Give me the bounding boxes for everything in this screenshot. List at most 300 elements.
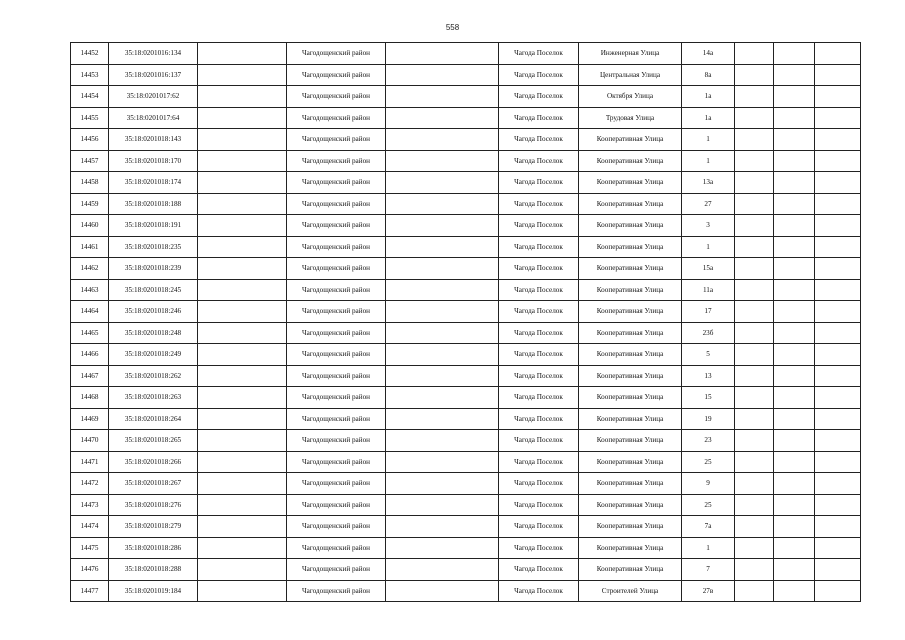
cell-empty — [774, 129, 815, 151]
cell-house-number: 14а — [682, 43, 735, 65]
cell-empty — [815, 580, 861, 602]
cell-empty — [815, 236, 861, 258]
cell-empty — [774, 150, 815, 172]
cell-empty — [735, 64, 774, 86]
cell-street: Кооперативная Улица — [579, 129, 682, 151]
cell-empty — [386, 473, 499, 495]
cell-cadastral-number: 35:18:0201019:184 — [109, 580, 198, 602]
cell-empty — [386, 344, 499, 366]
table-row — [71, 172, 861, 194]
cell-empty — [735, 279, 774, 301]
cell-empty — [198, 580, 287, 602]
cell-empty — [735, 193, 774, 215]
cell-cadastral-number: 35:18:0201018:267 — [109, 473, 198, 495]
cell-cadastral-number: 35:18:0201018:235 — [109, 236, 198, 258]
cell-empty — [386, 537, 499, 559]
cell-empty — [198, 172, 287, 194]
cell-settlement: Чагода Поселок — [499, 107, 579, 129]
cell-empty — [735, 516, 774, 538]
cell-record-number: 14461 — [71, 236, 109, 258]
cell-empty — [198, 236, 287, 258]
cell-house-number: 1 — [682, 129, 735, 151]
cell-empty — [386, 279, 499, 301]
cell-house-number: 9 — [682, 473, 735, 495]
cell-empty — [774, 279, 815, 301]
cell-empty — [735, 473, 774, 495]
cell-empty — [198, 344, 287, 366]
cell-cadastral-number: 35:18:0201018:276 — [109, 494, 198, 516]
cell-district: Чагодощенский район — [287, 279, 386, 301]
cell-house-number: 19 — [682, 408, 735, 430]
cell-empty — [386, 451, 499, 473]
cell-empty — [815, 559, 861, 581]
cell-empty — [386, 301, 499, 323]
cell-cadastral-number: 35:18:0201018:191 — [109, 215, 198, 237]
cell-house-number: 15 — [682, 387, 735, 409]
cell-street: Кооперативная Улица — [579, 494, 682, 516]
cell-empty — [198, 322, 287, 344]
cell-house-number: 13а — [682, 172, 735, 194]
cell-record-number: 14463 — [71, 279, 109, 301]
cell-empty — [735, 150, 774, 172]
cell-record-number: 14456 — [71, 129, 109, 151]
cell-empty — [386, 559, 499, 581]
cell-house-number: 1 — [682, 537, 735, 559]
cell-street: Кооперативная Улица — [579, 301, 682, 323]
cell-record-number: 14465 — [71, 322, 109, 344]
cell-empty — [774, 494, 815, 516]
table-row — [71, 494, 861, 516]
cell-empty — [774, 236, 815, 258]
cell-empty — [198, 86, 287, 108]
cell-record-number: 14472 — [71, 473, 109, 495]
cell-empty — [386, 516, 499, 538]
cell-empty — [774, 537, 815, 559]
cell-settlement: Чагода Поселок — [499, 172, 579, 194]
cell-empty — [735, 451, 774, 473]
cell-settlement: Чагода Поселок — [499, 473, 579, 495]
cell-empty — [198, 365, 287, 387]
cell-district: Чагодощенский район — [287, 494, 386, 516]
cell-cadastral-number: 35:18:0201018:263 — [109, 387, 198, 409]
cell-street: Трудовая Улица — [579, 107, 682, 129]
cell-empty — [735, 430, 774, 452]
cell-empty — [815, 344, 861, 366]
cell-empty — [774, 365, 815, 387]
cell-empty — [774, 64, 815, 86]
cell-empty — [198, 279, 287, 301]
cell-empty — [735, 172, 774, 194]
cell-empty — [735, 365, 774, 387]
cell-district: Чагодощенский район — [287, 473, 386, 495]
cell-record-number: 14452 — [71, 43, 109, 65]
cell-record-number: 14457 — [71, 150, 109, 172]
table-row — [71, 537, 861, 559]
cell-street: Кооперативная Улица — [579, 451, 682, 473]
table-row — [71, 129, 861, 151]
cell-empty — [198, 107, 287, 129]
cell-record-number: 14474 — [71, 516, 109, 538]
cell-empty — [735, 86, 774, 108]
cell-cadastral-number: 35:18:0201018:265 — [109, 430, 198, 452]
cell-street: Кооперативная Улица — [579, 322, 682, 344]
cell-empty — [198, 43, 287, 65]
cell-empty — [198, 64, 287, 86]
cell-empty — [386, 107, 499, 129]
cell-settlement: Чагода Поселок — [499, 150, 579, 172]
cell-district: Чагодощенский район — [287, 129, 386, 151]
table-row — [71, 193, 861, 215]
cell-settlement: Чагода Поселок — [499, 344, 579, 366]
cell-house-number: 23 — [682, 430, 735, 452]
table-row — [71, 408, 861, 430]
cell-empty — [815, 258, 861, 280]
cell-empty — [735, 301, 774, 323]
cell-empty — [386, 580, 499, 602]
cell-empty — [386, 430, 499, 452]
cell-record-number: 14466 — [71, 344, 109, 366]
cell-empty — [735, 408, 774, 430]
cell-empty — [774, 193, 815, 215]
cell-street: Октября Улица — [579, 86, 682, 108]
cell-empty — [386, 172, 499, 194]
cell-empty — [815, 43, 861, 65]
cell-empty — [774, 387, 815, 409]
cell-empty — [386, 322, 499, 344]
cell-street: Кооперативная Улица — [579, 473, 682, 495]
cell-cadastral-number: 35:18:0201018:266 — [109, 451, 198, 473]
cell-settlement: Чагода Поселок — [499, 129, 579, 151]
cell-empty — [198, 215, 287, 237]
cell-empty — [774, 473, 815, 495]
cell-district: Чагодощенский район — [287, 64, 386, 86]
cell-district: Чагодощенский район — [287, 365, 386, 387]
cell-empty — [198, 193, 287, 215]
table-row — [71, 258, 861, 280]
cell-empty — [735, 344, 774, 366]
cell-house-number: 8а — [682, 64, 735, 86]
cell-settlement: Чагода Поселок — [499, 86, 579, 108]
cell-house-number: 7а — [682, 516, 735, 538]
cell-record-number: 14476 — [71, 559, 109, 581]
cell-empty — [198, 430, 287, 452]
cell-street: Кооперативная Улица — [579, 193, 682, 215]
cell-district: Чагодощенский район — [287, 344, 386, 366]
cell-district: Чагодощенский район — [287, 430, 386, 452]
cell-house-number: 25 — [682, 494, 735, 516]
cell-cadastral-number: 35:18:0201018:143 — [109, 129, 198, 151]
cell-district: Чагодощенский район — [287, 258, 386, 280]
cell-district: Чагодощенский район — [287, 150, 386, 172]
cell-house-number: 1а — [682, 107, 735, 129]
cell-empty — [386, 193, 499, 215]
cell-district: Чагодощенский район — [287, 43, 386, 65]
cell-street: Кооперативная Улица — [579, 258, 682, 280]
cell-record-number: 14470 — [71, 430, 109, 452]
cell-street: Кооперативная Улица — [579, 172, 682, 194]
cell-empty — [198, 537, 287, 559]
cell-settlement: Чагода Поселок — [499, 301, 579, 323]
cell-cadastral-number: 35:18:0201018:249 — [109, 344, 198, 366]
cell-district: Чагодощенский район — [287, 215, 386, 237]
cell-street: Кооперативная Улица — [579, 150, 682, 172]
table-row — [71, 301, 861, 323]
cell-settlement: Чагода Поселок — [499, 451, 579, 473]
cell-empty — [815, 473, 861, 495]
cell-settlement: Чагода Поселок — [499, 387, 579, 409]
cell-empty — [774, 107, 815, 129]
table-row — [71, 150, 861, 172]
cell-cadastral-number: 35:18:0201018:174 — [109, 172, 198, 194]
cell-house-number: 11а — [682, 279, 735, 301]
cell-empty — [735, 580, 774, 602]
cell-empty — [815, 86, 861, 108]
cell-street: Кооперативная Улица — [579, 215, 682, 237]
registry-table — [70, 42, 861, 602]
cell-empty — [815, 172, 861, 194]
cell-cadastral-number: 35:18:0201016:137 — [109, 64, 198, 86]
cell-house-number: 27в — [682, 580, 735, 602]
cell-cadastral-number: 35:18:0201018:239 — [109, 258, 198, 280]
cell-district: Чагодощенский район — [287, 537, 386, 559]
cell-street: Кооперативная Улица — [579, 537, 682, 559]
cell-district: Чагодощенский район — [287, 301, 386, 323]
cell-empty — [815, 301, 861, 323]
cell-settlement: Чагода Поселок — [499, 322, 579, 344]
cell-street: Строителей Улица — [579, 580, 682, 602]
table-row — [71, 430, 861, 452]
cell-empty — [815, 516, 861, 538]
cell-empty — [386, 408, 499, 430]
cell-empty — [774, 301, 815, 323]
cell-cadastral-number: 35:18:0201016:134 — [109, 43, 198, 65]
cell-empty — [815, 430, 861, 452]
cell-empty — [386, 129, 499, 151]
cell-cadastral-number: 35:18:0201017:64 — [109, 107, 198, 129]
cell-settlement: Чагода Поселок — [499, 559, 579, 581]
cell-record-number: 14459 — [71, 193, 109, 215]
table-row — [71, 64, 861, 86]
cell-record-number: 14455 — [71, 107, 109, 129]
cell-cadastral-number: 35:18:0201018:264 — [109, 408, 198, 430]
cell-empty — [735, 129, 774, 151]
cell-record-number: 14467 — [71, 365, 109, 387]
cell-empty — [774, 43, 815, 65]
cell-empty — [815, 494, 861, 516]
cell-record-number: 14454 — [71, 86, 109, 108]
cell-empty — [774, 258, 815, 280]
cell-empty — [735, 494, 774, 516]
table-row — [71, 387, 861, 409]
cell-record-number: 14475 — [71, 537, 109, 559]
cell-settlement: Чагода Поселок — [499, 215, 579, 237]
cell-record-number: 14460 — [71, 215, 109, 237]
table-row — [71, 107, 861, 129]
cell-district: Чагодощенский район — [287, 580, 386, 602]
cell-settlement: Чагода Поселок — [499, 537, 579, 559]
cell-settlement: Чагода Поселок — [499, 64, 579, 86]
cell-street: Кооперативная Улица — [579, 559, 682, 581]
cell-record-number: 14458 — [71, 172, 109, 194]
cell-empty — [198, 150, 287, 172]
cell-record-number: 14477 — [71, 580, 109, 602]
cell-empty — [735, 236, 774, 258]
cell-settlement: Чагода Поселок — [499, 236, 579, 258]
cell-empty — [735, 537, 774, 559]
cell-record-number: 14462 — [71, 258, 109, 280]
cell-empty — [386, 387, 499, 409]
cell-settlement: Чагода Поселок — [499, 43, 579, 65]
cell-empty — [815, 107, 861, 129]
table-row — [71, 43, 861, 65]
cell-empty — [735, 43, 774, 65]
cell-empty — [386, 43, 499, 65]
table-row — [71, 86, 861, 108]
cell-district: Чагодощенский район — [287, 451, 386, 473]
cell-empty — [198, 473, 287, 495]
cell-cadastral-number: 35:18:0201018:170 — [109, 150, 198, 172]
cell-empty — [198, 301, 287, 323]
cell-empty — [198, 258, 287, 280]
cell-district: Чагодощенский район — [287, 559, 386, 581]
page-number: 558 — [445, 23, 460, 32]
cell-record-number: 14468 — [71, 387, 109, 409]
cell-empty — [774, 516, 815, 538]
cell-empty — [815, 193, 861, 215]
cell-house-number: 23б — [682, 322, 735, 344]
cell-street: Кооперативная Улица — [579, 365, 682, 387]
cell-house-number: 5 — [682, 344, 735, 366]
cell-street: Кооперативная Улица — [579, 344, 682, 366]
cell-empty — [815, 64, 861, 86]
cell-settlement: Чагода Поселок — [499, 580, 579, 602]
cell-district: Чагодощенский район — [287, 172, 386, 194]
cell-empty — [815, 408, 861, 430]
cell-street: Инженерная Улица — [579, 43, 682, 65]
cell-cadastral-number: 35:18:0201018:188 — [109, 193, 198, 215]
cell-house-number: 1 — [682, 150, 735, 172]
cell-empty — [198, 559, 287, 581]
cell-empty — [198, 451, 287, 473]
cell-settlement: Чагода Поселок — [499, 193, 579, 215]
table-row — [71, 473, 861, 495]
cell-empty — [198, 387, 287, 409]
cell-district: Чагодощенский район — [287, 516, 386, 538]
cell-empty — [735, 559, 774, 581]
cell-house-number: 27 — [682, 193, 735, 215]
table-row — [71, 580, 861, 602]
cell-cadastral-number: 35:18:0201017:62 — [109, 86, 198, 108]
cell-empty — [198, 494, 287, 516]
cell-record-number: 14473 — [71, 494, 109, 516]
cell-settlement: Чагода Поселок — [499, 365, 579, 387]
cell-street: Центральная Улица — [579, 64, 682, 86]
table-row — [71, 279, 861, 301]
cell-empty — [774, 559, 815, 581]
cell-house-number: 25 — [682, 451, 735, 473]
cell-empty — [386, 365, 499, 387]
cell-cadastral-number: 35:18:0201018:288 — [109, 559, 198, 581]
cell-record-number: 14471 — [71, 451, 109, 473]
cell-empty — [774, 451, 815, 473]
cell-empty — [198, 408, 287, 430]
cell-district: Чагодощенский район — [287, 236, 386, 258]
cell-cadastral-number: 35:18:0201018:245 — [109, 279, 198, 301]
cell-house-number: 7 — [682, 559, 735, 581]
cell-empty — [386, 150, 499, 172]
cell-empty — [774, 408, 815, 430]
cell-empty — [815, 215, 861, 237]
table-row — [71, 215, 861, 237]
cell-empty — [735, 258, 774, 280]
cell-record-number: 14469 — [71, 408, 109, 430]
table-row — [71, 516, 861, 538]
table-row — [71, 236, 861, 258]
cell-street: Кооперативная Улица — [579, 236, 682, 258]
cell-cadastral-number: 35:18:0201018:246 — [109, 301, 198, 323]
cell-settlement: Чагода Поселок — [499, 258, 579, 280]
cell-district: Чагодощенский район — [287, 322, 386, 344]
cell-empty — [386, 215, 499, 237]
cell-empty — [815, 365, 861, 387]
table-row — [71, 559, 861, 581]
cell-record-number: 14464 — [71, 301, 109, 323]
cell-cadastral-number: 35:18:0201018:286 — [109, 537, 198, 559]
cell-house-number: 1 — [682, 236, 735, 258]
cell-empty — [815, 387, 861, 409]
cell-house-number: 13 — [682, 365, 735, 387]
cell-cadastral-number: 35:18:0201018:248 — [109, 322, 198, 344]
cell-empty — [815, 129, 861, 151]
cell-house-number: 17 — [682, 301, 735, 323]
cell-cadastral-number: 35:18:0201018:279 — [109, 516, 198, 538]
cell-street: Кооперативная Улица — [579, 516, 682, 538]
cell-empty — [774, 430, 815, 452]
cell-street: Кооперативная Улица — [579, 387, 682, 409]
cell-empty — [815, 537, 861, 559]
cell-empty — [386, 86, 499, 108]
cell-empty — [386, 494, 499, 516]
cell-district: Чагодощенский район — [287, 86, 386, 108]
cell-empty — [386, 258, 499, 280]
cell-empty — [198, 129, 287, 151]
cell-district: Чагодощенский район — [287, 193, 386, 215]
cell-empty — [774, 86, 815, 108]
cell-settlement: Чагода Поселок — [499, 516, 579, 538]
table-body — [71, 43, 861, 602]
cell-empty — [735, 387, 774, 409]
cell-empty — [386, 236, 499, 258]
cell-settlement: Чагода Поселок — [499, 408, 579, 430]
cell-empty — [735, 215, 774, 237]
cell-settlement: Чагода Поселок — [499, 430, 579, 452]
cell-house-number: 15а — [682, 258, 735, 280]
cell-district: Чагодощенский район — [287, 387, 386, 409]
cell-empty — [735, 322, 774, 344]
cell-district: Чагодощенский район — [287, 408, 386, 430]
cell-empty — [198, 516, 287, 538]
cell-empty — [815, 451, 861, 473]
table-row — [71, 322, 861, 344]
table-row — [71, 344, 861, 366]
cell-empty — [815, 322, 861, 344]
cell-settlement: Чагода Поселок — [499, 279, 579, 301]
table-row — [71, 451, 861, 473]
cell-street: Кооперативная Улица — [579, 430, 682, 452]
cell-empty — [735, 107, 774, 129]
cell-empty — [386, 64, 499, 86]
cell-record-number: 14453 — [71, 64, 109, 86]
